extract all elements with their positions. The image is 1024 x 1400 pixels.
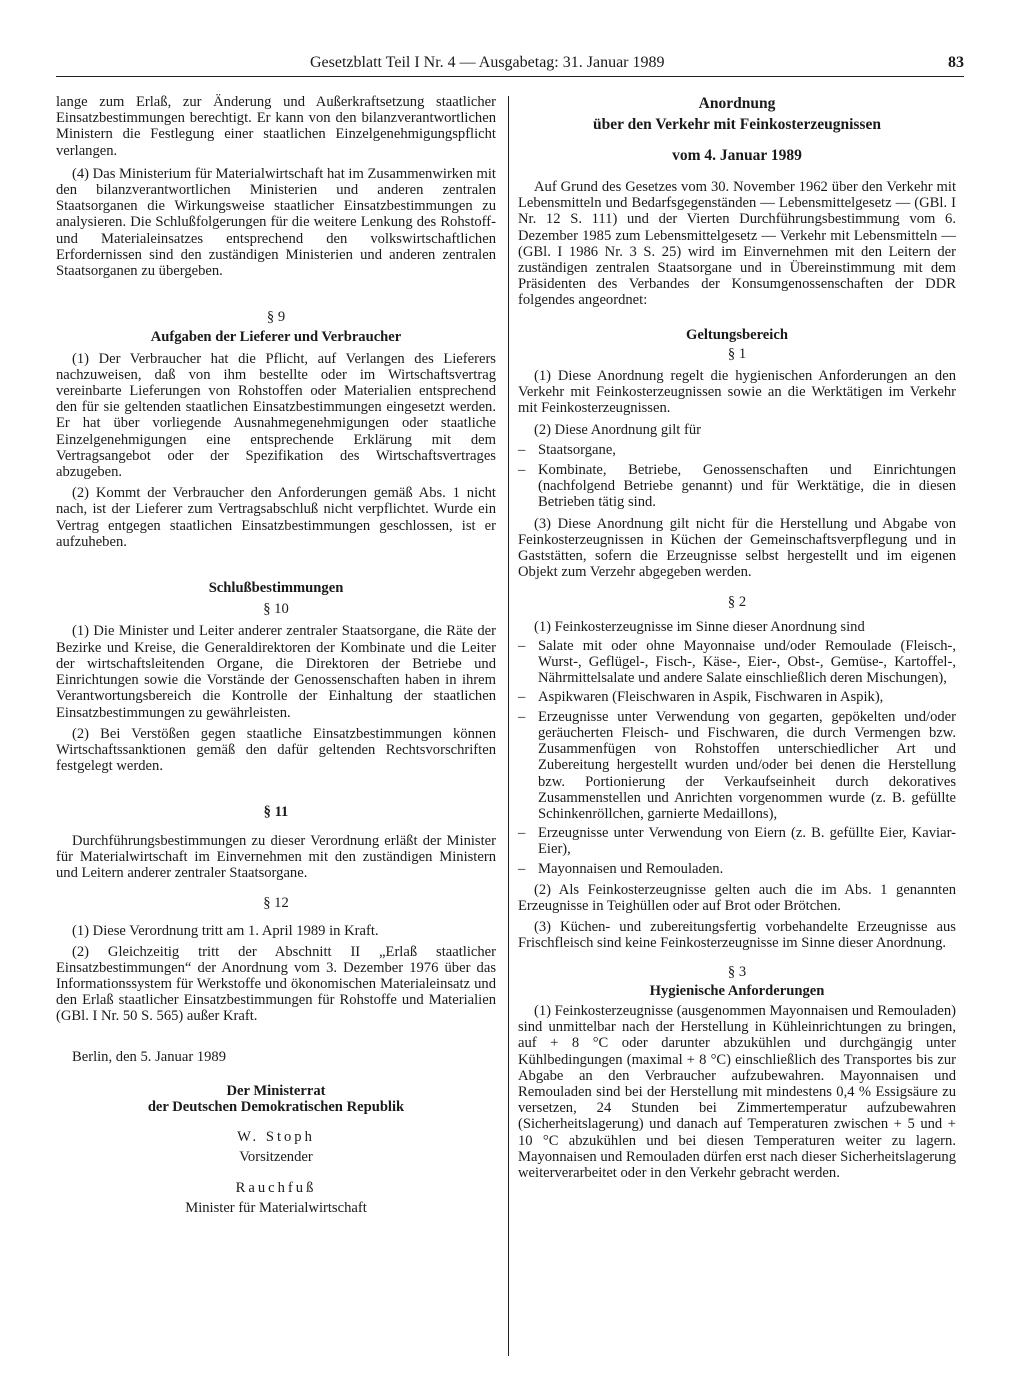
signatory-2-name: Rauchfuß xyxy=(235,1179,317,1196)
scope-title: Geltungsbereich xyxy=(686,326,788,343)
signatory-2-role: Minister für Materialwirtschaft xyxy=(185,1199,367,1216)
list-item: – Erzeugnisse unter Verwendung von gegarten, gepökelten und/oder geräucherten Fleisch- und Fischwaren, die durch Vermengen bzw. Zusammenfügen von Rohstoffen unterschiedlicher Art und Zubereitung hergestellt wurden und/oder bei denen die Herstellung bzw. Portionierung der Verkaufseinheit durch dekoratives Zusammenstellen und Anrichten vorgenommen wurde (z. B. gefüllte Schinkenröllchen, garnierte Medaillons), xyxy=(518,708,956,822)
page-number: 83 xyxy=(948,54,964,71)
section-10-paragraph-1: (1) Die Minister und Leiter anderer zentraler Staatsorgane, die Räte der Bezirke und Kreise, die Generaldirektoren der Kombinate und die Leiter der wirtschaftsleitenden Organe, die Direktoren der Betriebe und Einrichtungen sowie die Vorstände der Genossenschaften haben in ihrem Verantwortungsbereich die Kontrolle der Einhaltung der staatlichen Einsatzbestimmungen zu gewährleisten. xyxy=(56,623,496,721)
section-12-paragraph-2: (2) Gleichzeitig tritt der Abschnitt II „Erlaß staatlicher Einsatzbestimmungen“ der Anordnung vom 3. Dezember 1976 über das Informationssystem für Werkstoffe und ökonomischen Materialeinsatz und den Erlaß staatlicher Einsatzbestimmungen für Rohstoffe und Materialien (GBl. I Nr. 50 S. 565) außer Kraft. xyxy=(56,943,496,1025)
column-divider xyxy=(508,96,509,1356)
paragraph-4: (4) Das Ministerium für Materialwirtschaft hat im Zusammenwirken mit den bilanzverantwortlichen Ministerien und anderen zentralen Staatsorganen die Wirkungsweise staatlicher Einsatzbestimmungen zu analysieren. Die Schlußfolgerungen für die weitere Lenkung des Rohstoff- und Materialeinsatzes entsprechend den volkswirtschaftlichen Erfordernissen sind den zuständigen Ministerien und anderen zentralen Staatsorganen zu übergeben. xyxy=(56,165,496,280)
header-title: Gesetzblatt Teil I Nr. 4 — Ausgabetag: 31. Januar 1989 xyxy=(310,54,665,71)
council-title-line-1: Der Ministerrat xyxy=(226,1082,326,1099)
section-9-heading: § 9 xyxy=(266,309,286,326)
section-1-paragraph-3: (3) Diese Anordnung gilt nicht für die Herstellung und Abgabe von Feinkosterzeugnissen in Küchen der Gemeinschaftsverpflegung und in Gaststätten, sofern die Erzeugnisse selbst hergestellt und im eigenen Objekt zum Verzehr abgegeben werden. xyxy=(518,515,956,581)
section-3-heading: § 3 xyxy=(727,963,747,980)
section-9-paragraph-2: (2) Kommt der Verbraucher den Anforderungen gemäß Abs. 1 nicht nach, ist der Lieferer zum Vertragsabschluß nicht verpflichtet. Wurde ein Vertrag entgegen staatlichen Einsatzbestimmungen geschlossen, ist er aufzuheben. xyxy=(56,485,496,550)
final-provisions-title: Schlußbestimmungen xyxy=(208,580,344,597)
section-2-paragraph-3: (3) Küchen- und zubereitungsfertig vorbehandelte Erzeugnisse aus Frischfleisch sind keine Feinkosterzeugnisse im Sinne dieser Anordnung. xyxy=(518,919,956,952)
section-3-paragraph-1: (1) Feinkosterzeugnisse (ausgenommen Mayonnaisen und Remouladen) sind unmittelbar nach der Herstellung in Kühleinrichtungen zu bringen, auf + 8 °C oder darunter abzukühlen und durchgängig unter Kühlbedingungen (maximal + 8 °C) einschließlich des Transportes bis zur Abgabe an den Verbraucher aufzubewahren. Mayonnaisen und Remouladen sind bei der Herstellung mit mindestens 0,4 % Essigsäure zu versetzen, 24 Stunden bei Zimmertemperatur aufzubewahren (Sicherheitslagerung) und danach auf Temperaturen zwischen + 5 und + 10 °C abzukühlen und bei diesen Temperaturen weiter zu lagern. Mayonnaisen und Remouladen dürfen erst nach dieser Sicherheitslagerung weiterverarbeitet oder in den Verkehr gebracht werden. xyxy=(518,1002,956,1181)
place-date: Berlin, den 5. Januar 1989 xyxy=(72,1048,227,1065)
section-12-heading: § 12 xyxy=(263,895,289,912)
ordinance-title-2: über den Verkehr mit Feinkosterzeugnissen xyxy=(593,116,881,133)
section-11-heading: § 11 xyxy=(263,804,289,821)
section-1-paragraph-1: (1) Diese Anordnung regelt die hygienischen Anforderungen an den Verkehr mit Feinkosterzeugnissen sowie an die Werktätigen im Verkehr mit Feinkosterzeugnissen. xyxy=(518,368,956,417)
list-item: – Salate mit oder ohne Mayonnaise und/oder Remoulade (Fleisch-, Wurst-, Geflügel-, Fisch-, Käse-, Eier-, Obst-, Gemüse-, Kartoffel-, Nährmittelsalate und andere Salate einschließlich deren Mischungen), xyxy=(518,637,956,687)
section-2-paragraph-2: (2) Als Feinkosterzeugnisse gelten auch die im Abs. 1 genannten Erzeugnisse in Teighüllen oder auf Brot oder Brötchen. xyxy=(518,881,956,914)
section-2-paragraph-1: (1) Feinkosterzeugnisse im Sinne dieser Anordnung sind xyxy=(534,618,865,635)
section-2-heading: § 2 xyxy=(727,594,747,611)
header-rule xyxy=(56,76,964,77)
list-item: – Erzeugnisse unter Verwendung von Eiern (z. B. gefüllte Eier, Kaviar-Eier), xyxy=(518,825,956,858)
right-column xyxy=(518,94,956,1181)
section-12-paragraph-1: (1) Diese Verordnung tritt am 1. April 1989 in Kraft. xyxy=(72,923,379,940)
section-1-heading: § 1 xyxy=(727,345,747,362)
list-item: – Staatsorgane, xyxy=(518,441,616,458)
council-title-line-2: der Deutschen Demokratischen Republik xyxy=(147,1098,405,1115)
section-11-paragraph: Durchführungsbestimmungen zu dieser Verordnung erläßt der Minister für Materialwirtschaft im Einvernehmen mit den zuständigen Ministern und Leitern anderer zentraler Staatsorgane. xyxy=(56,832,496,881)
list-item: – Mayonnaisen und Remouladen. xyxy=(518,860,724,877)
page-header xyxy=(56,52,964,76)
signatory-1-name: W. Stoph xyxy=(237,1129,315,1146)
section-1-paragraph-2: (2) Diese Anordnung gilt für xyxy=(534,421,701,438)
left-column xyxy=(56,94,496,1216)
signatory-1-role: Vorsitzender xyxy=(239,1149,313,1166)
section-10-heading: § 10 xyxy=(263,601,289,618)
list-item: – Kombinate, Betriebe, Genossenschaften und Einrichtungen (nachfolgend Betriebe genannt) und für Werktätige, die in diesen Betrieben tätig sind. xyxy=(518,462,956,511)
section-3-title: Hygienische Anforderungen xyxy=(649,982,825,999)
section-9-title: Aufgaben der Lieferer und Verbraucher xyxy=(150,329,402,346)
paragraph-continued: lange zum Erlaß, zur Änderung und Außerkraftsetzung staatlicher Einsatzbestimmungen berechtigt. Er kann von den bilanzverantwortlichen Ministern die Festlegung einer staatlichen Einzelgenehmigungspflicht verlangen. xyxy=(56,94,496,159)
section-9-paragraph-1: (1) Der Verbraucher hat die Pflicht, auf Verlangen des Lieferers nachzuweisen, daß von ihm bestellte oder im Wirtschaftsvertrag vereinbarte Lieferungen von Rohstoffen oder Materialien entsprechend den für sie geltenden staatlichen Einsatzbestimmungen eingesetzt werden. Er hat über vorliegende Ausnahmegenehmigungen oder staatliche Einzelgenehmigungen eine entsprechende Erklärung mit dem Vertragsangebot oder der Spezifikation des Wirtschaftsvertrages abzugeben. xyxy=(56,350,496,481)
list-item: – Aspikwaren (Fleischwaren in Aspik, Fischwaren in Aspik), xyxy=(518,689,884,706)
ordinance-title-1: Anordnung xyxy=(698,95,776,112)
section-10-paragraph-2: (2) Bei Verstößen gegen staatliche Einsatzbestimmungen können Wirtschaftssanktionen gemäß den dafür geltenden Rechtsvorschriften festgelegt werden. xyxy=(56,725,496,775)
ordinance-date: vom 4. Januar 1989 xyxy=(672,147,802,164)
ordinance-intro: Auf Grund des Gesetzes vom 30. November 1962 über den Verkehr mit Lebensmitteln und Bedarfsgegenständen — Lebensmittelgesetz — (GBl. I Nr. 12 S. 111) und der Vierten Durchführungsbestimmung vom 6. Dezember 1985 zum Lebensmittelgesetz — Verkehr mit Lebensmitteln — (GBl. I 1986 Nr. 3 S. 25) wird im Einvernehmen mit den Leitern der zuständigen zentralen Staatsorgane und in Übereinstimmung mit dem Präsidenten des Verbandes der Konsumgenossenschaften der DDR folgendes angeordnet: xyxy=(518,179,956,309)
